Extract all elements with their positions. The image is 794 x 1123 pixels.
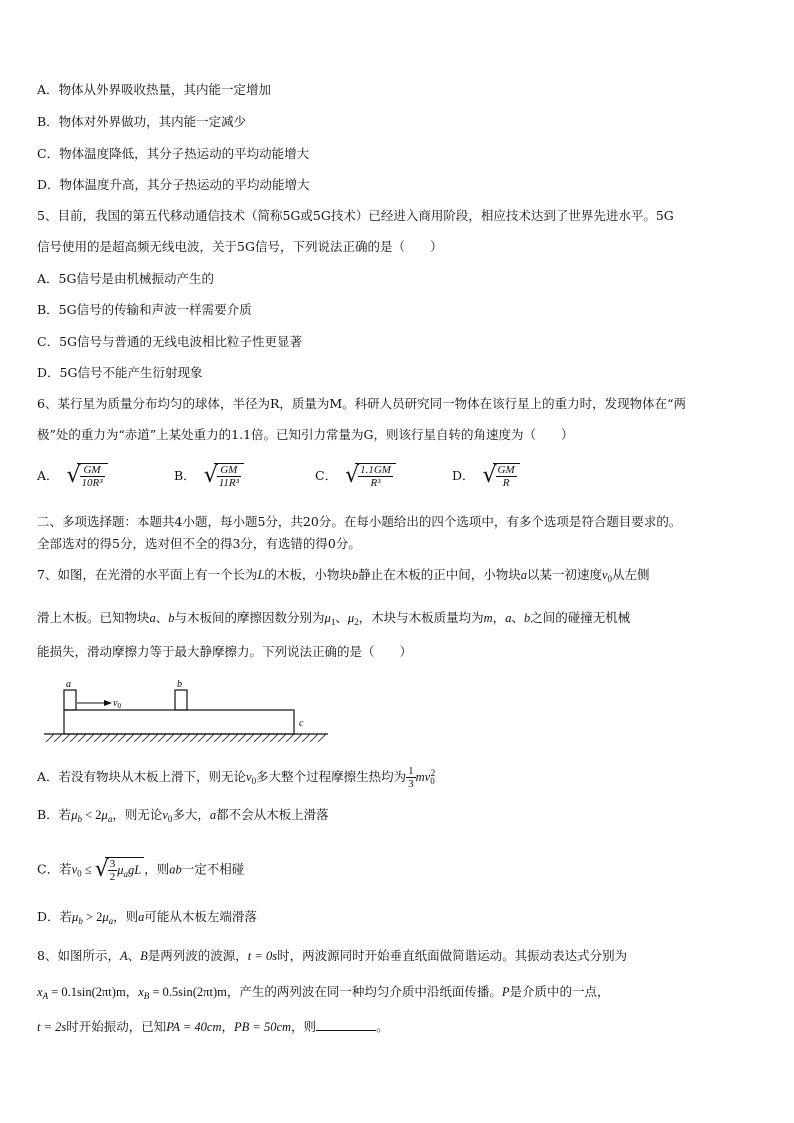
q4-option-d: D．物体温度升高，其分子热运动的平均动能增大 <box>37 177 310 192</box>
q6-option-b: B． √ $\frac{GM}{\text{11R³}}$ <box>174 463 244 489</box>
q6-option-a: A． √ $\frac{GM}{\text{10R³}}$ <box>37 463 108 489</box>
velocity-arrowhead <box>104 700 112 706</box>
label-v0: $v_0$ <box>113 698 121 710</box>
q4-option-b: B．物体对外界做功，其内能一定减少 <box>37 114 247 129</box>
label-c: c <box>299 718 304 729</box>
q7-option-a: A．若没有物块从木板上滑下，则无论$v_0$多大整个过程摩擦生热均为 $\frac{1}{3}$ $mv_0^2$ <box>37 765 436 790</box>
q6-option-d: D． √ $\frac{GM}{R}$ <box>452 463 520 489</box>
q8-stem-line3: t = 2s时开始振动，已知PA = 40cm，PB = 50cm，则 。 <box>37 1019 389 1034</box>
q8-stem-line1: 8、如图所示，A、B是两列波的波源，t = 0s时，两波源同时开始垂直纸面做简谐运动。其振动表达式分别为 <box>37 948 628 963</box>
q5-option-d: D．5G信号不能产生衍射现象 <box>37 365 203 380</box>
block-a <box>64 690 76 710</box>
q7-option-c: C．若$v_0$ ≤ √ $\frac{3}{2}$ $\mu_agL$ ，则ab一定不相碰 <box>37 857 245 883</box>
q5-stem-line2: 信号使用的是超高频无线电波，关于5G信号，下列说法正确的是（ ） <box>37 239 443 254</box>
q4-option-c: C．物体温度降低，其分子热运动的平均动能增大 <box>37 146 310 161</box>
q6-stem-line2: 极”处的重力为“赤道”上某处重力的1.1倍。已知引力常量为G，则该行星自转的角速度为（ ） <box>37 427 574 442</box>
q6-stem-line1: 6、某行星为质量分布均匀的球体，半径为R，质量为M。科研人员研究同一物体在该行星上的重力时，发现物体在“两 <box>37 396 687 411</box>
q7-stem-line1: 7、如图，在光滑的水平面上有一个长为L的木板，小物块b静止在木板的正中间，小物块a以某一初速度$v_0$从左侧 <box>37 567 650 584</box>
q5-option-a: A．5G信号是由机械振动产生的 <box>37 271 214 286</box>
q7-stem-line2: 滑上木板。已知物块a、b与木板间的摩擦因数分别为$\mu_1$、$\mu_2$，木块与木板质量均为m，a、b之间的碰撞无机械 <box>37 610 631 627</box>
q4-option-a: A．物体从外界吸收热量，其内能一定增加 <box>37 82 272 97</box>
section2-instructions-line2: 全部选对的得5分，选对但不全的得3分，有选错的得0分。 <box>37 536 361 551</box>
section2-instructions-line1: 二、多项选择题：本题共4小题，每小题5分，共20分。在每小题给出的四个选项中，有多个选项是符合题目要求的。 <box>37 514 682 529</box>
q7-stem-line3: 能损失，滑动摩擦力等于最大静摩擦力。下列说法正确的是（ ） <box>37 644 413 659</box>
label-b: b <box>177 679 182 690</box>
q7-figure <box>40 676 330 746</box>
q7-option-b: B．若$\mu_b < 2\mu_a$，则无论$v_0$多大，a都不会从木板上滑落 <box>37 807 329 824</box>
label-a: a <box>66 679 71 690</box>
q5-option-b: B．5G信号的传输和声波一样需要介质 <box>37 302 252 317</box>
q8-stem-line2: $x_A = 0.1\sin(2\pi t)m$，$x_B = 0.5\sin(2\pi t)m$，产生的两列波在同一种均匀介质中沿纸面传播。P是介质中的一点， <box>37 984 610 1001</box>
q5-option-c: C．5G信号与普通的无线电波相比粒子性更显著 <box>37 334 303 349</box>
q5-stem-line1: 5、目前，我国的第五代移动通信技术（简称5G或5G技术）已经进入商用阶段，相应技术达到了世界先进水平。5G <box>37 208 674 223</box>
q6-option-c: C． √ $\frac{1.1GM}{\text{R³}}$ <box>315 463 396 489</box>
q7-option-d: D．若$\mu_b > 2\mu_a$，则a可能从木板左端滑落 <box>37 909 257 926</box>
ground-hatching <box>46 734 326 742</box>
block-b <box>175 690 187 710</box>
wooden-board <box>64 710 294 734</box>
answer-blank[interactable] <box>316 1018 376 1031</box>
